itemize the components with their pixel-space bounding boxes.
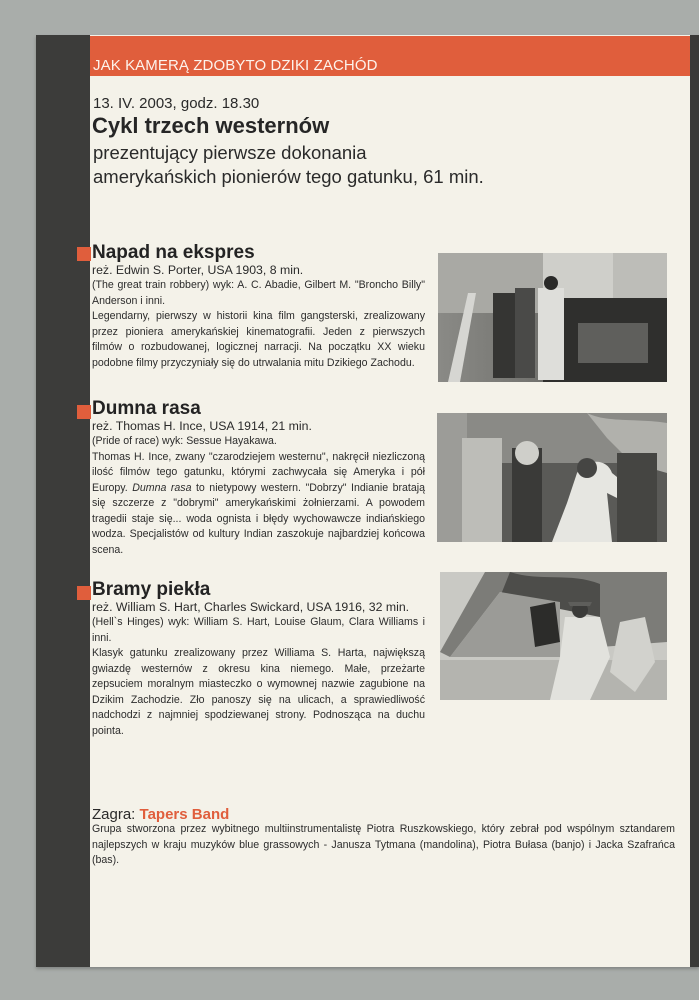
film-title-italic: Dumna rasa [132, 481, 192, 494]
band-description [92, 822, 675, 869]
event-title: Cykl trzech westernów [92, 113, 330, 138]
film-bullet-square [77, 247, 91, 261]
film-description-part: Thomas H. Ince, zwany "czarodziejem westernu", nakręcił niezliczoną ilość filmów tego gatunku, którymi zachwycała się Ameryka i pół Europy. [92, 450, 425, 494]
event-date-time: 13. IV. 2003, godz. 18.30 [93, 95, 260, 112]
event-subtitle [93, 141, 484, 189]
event-subtitle-line-1: prezentujący pierwsze dokonania [93, 142, 367, 163]
film-still-photo-train-robbery [438, 253, 667, 382]
film-director: reż. Edwin S. Porter, USA 1903, 8 min. [92, 263, 304, 277]
section-title: JAK KAMERĄ ZDOBYTO DZIKI ZACHÓD [93, 57, 378, 74]
film-bullet-square [77, 586, 91, 600]
film-description [92, 450, 425, 559]
film-bullet-square [77, 405, 91, 419]
film-cast: (Hell`s Hinges) wyk: William S. Hart, Louise Glaum, Clara Williams i inni. [92, 616, 425, 644]
music-line [92, 806, 229, 823]
film-text [92, 434, 425, 558]
film-description: Klasyk gatunku zrealizowany przez Williama S. Harta, największą gwiazdę westernów z okresu kina niemego. Małe, przeżarte zepsuciem moralnym miasteczko o wymownej nazwie zagubione na Dzikim Zachodzie. Zło panoszy się na ulicach, a sprawiedliwość nadchodzi z najmniej spodziewanej strony. Podnosząca na duchu pointa. [92, 647, 425, 737]
film-title: Bramy piekła [92, 579, 211, 600]
film-description-part: to nietypowy western. "Dobrzy" Indianie bratają się szczerze z "dobrymi" amerykańskimi żołnierzami. A powodem tragedii staje się... woda ognista i błędy wychowawcze indiańskiego wodza. Specjalistów od kultury Indian zaszokuje najbardziej końcowa scena. [92, 481, 426, 556]
film-still-photo-indians [437, 413, 667, 542]
film-director: reż. William S. Hart, Charles Swickard, USA 1916, 32 min. [92, 600, 410, 614]
event-subtitle-line-2: amerykańskich pionierów tego gatunku, 61 min. [93, 166, 484, 187]
film-cast: (The great train robbery) wyk: A. C. Abadie, Gilbert M. "Broncho Billy" Anderson i inni. [92, 279, 425, 307]
left-binding-strip [36, 35, 90, 967]
film-title: Napad na ekspres [92, 242, 255, 263]
film-title: Dumna rasa [92, 398, 201, 419]
band-description-text: Grupa stworzona przez wybitnego multiinstrumentalistę Piotra Ruszkowskiego, który zebrał pod wspólnym sztandarem najlepszych w kraju muzyków blue grassowych - Janusza Tytmana (mandolina), Piotra Bułasa (banjo) i Jacka Szafrańca (bas). [92, 823, 675, 866]
film-still-photo-cowboy-fire [440, 572, 667, 700]
film-text [92, 278, 425, 371]
music-label: Zagra: [92, 806, 140, 823]
film-description: Legendarny, pierwszy w historii kina film gangsterski, zrealizowany przez pioniera amerykańskiej kinematografii. Jeden z pierwszych filmów o rozbudowanej, logicznej narracji. Na początku XX wieku podobne filmy przyczyniały się do utrwalania mitu Dzikiego Zachodu. [92, 310, 425, 369]
right-edge-strip [690, 35, 699, 967]
film-cast: (Pride of race) wyk: Sessue Hayakawa. [92, 435, 277, 447]
film-text [92, 615, 425, 739]
band-name: Tapers Band [139, 806, 230, 823]
film-director: reż. Thomas H. Ince, USA 1914, 21 min. [92, 419, 312, 433]
